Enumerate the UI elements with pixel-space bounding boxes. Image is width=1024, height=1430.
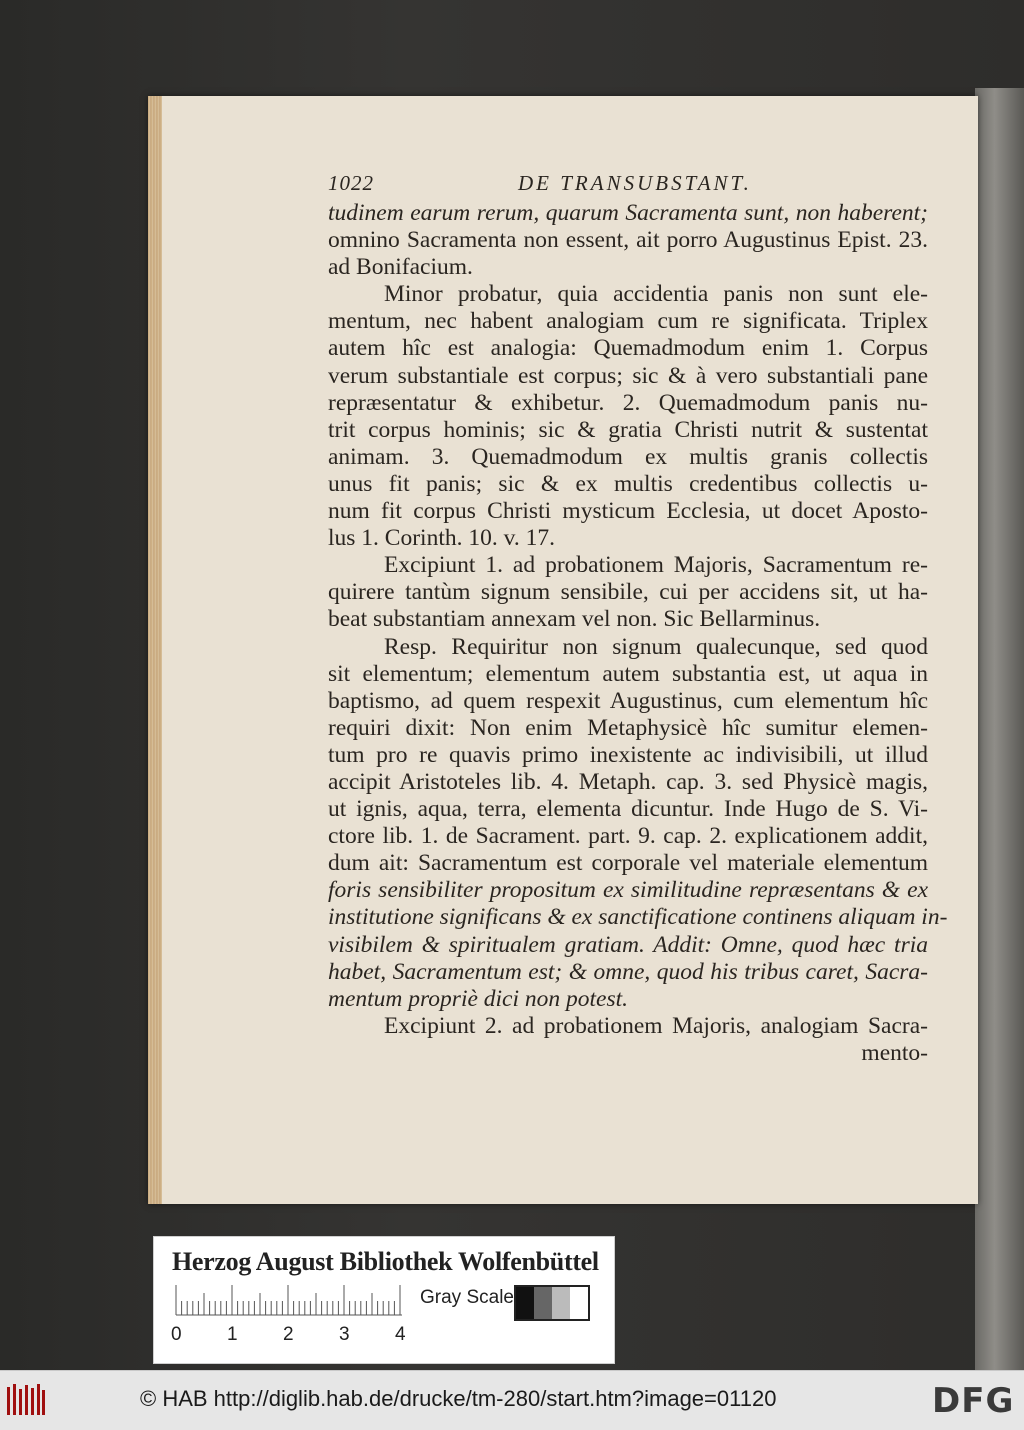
text-line: tum pro re quavis primo inexistente ac indivisibili, ut illud	[328, 741, 928, 768]
text-line: ctore lib. 1. de Sacrament. part. 9. cap. 2. explicationem addit,	[328, 823, 928, 850]
ruler-label: 3	[339, 1324, 350, 1345]
text-line: unus fit panis; sic & ex multis credentibus collectis u-	[328, 470, 928, 497]
text-line: dum ait: Sacramentum est corporale vel materiale elementum	[328, 850, 928, 877]
running-head	[328, 170, 928, 200]
gray-scale-strip	[514, 1285, 590, 1321]
text-line: ad Bonifacium.	[328, 254, 473, 281]
text-line: mento-	[861, 1039, 928, 1066]
book-binding-edge	[975, 88, 1024, 1370]
text-line: requiri dixit: Non enim Metaphysicè hîc sumitur elemen-	[328, 714, 928, 741]
dfg-logo: DFG	[932, 1381, 1015, 1421]
text-line: num fit corpus Christi mysticum Ecclesia, ut docet Aposto-	[328, 498, 928, 525]
text-line: habet, Sacramentum est; & omne, quod his tribus caret, Sacra-	[328, 958, 928, 985]
text-line: quirere tantùm signum sensibile, cui per accidens sit, ut ha-	[328, 579, 928, 606]
measurement-ruler	[171, 1285, 414, 1345]
text-line: institutione significans & ex sanctificatione continens aliquam in-	[328, 904, 948, 931]
gray-scale-label: Gray Scale	[420, 1287, 514, 1308]
text-line: verum substantiale est corpus; sic & à vero substantiali pane	[328, 362, 928, 389]
text-line: mentum propriè dici non potest.	[328, 985, 629, 1012]
running-title: DE TRANSUBSTANT.	[518, 171, 752, 195]
library-title: Herzog August Bibliothek Wolfenbüttel	[172, 1247, 599, 1276]
text-line: ut ignis, aqua, terra, elementa dicuntur. Inde Hugo de S. Vi-	[328, 796, 928, 823]
text-line: omnino Sacramenta non essent, ait porro Augustinus Epist. 23.	[328, 227, 928, 254]
hab-logo-icon	[6, 1383, 46, 1417]
footer-url[interactable]: © HAB http://diglib.hab.de/drucke/tm-280/start.htm?image=01120	[140, 1386, 777, 1411]
text-line: lus 1. Corinth. 10. v. 17.	[328, 525, 555, 552]
text-line: Minor probatur, quia accidentia panis non sunt ele-	[384, 281, 928, 308]
text-line: autem hîc est analogia: Quemadmodum enim 1. Corpus	[328, 335, 928, 362]
page-number: 1022	[328, 171, 374, 195]
text-line: mentum, nec habent analogiam cum re significata. Triplex	[328, 308, 928, 335]
ruler-label: 1	[227, 1324, 238, 1345]
text-line: trit corpus hominis; sic & gratia Christi nutrit & sustentat	[328, 416, 928, 443]
ruler-label: 0	[171, 1324, 182, 1345]
text-line: foris sensibiliter propositum ex similitudine repræsentans & ex	[328, 877, 928, 904]
text-lines	[328, 200, 948, 1067]
gray-step	[516, 1287, 534, 1319]
text-line: Excipiunt 1. ad probationem Majoris, Sacramentum re-	[384, 552, 928, 579]
reference-card	[153, 1236, 615, 1364]
gray-step	[534, 1287, 552, 1319]
gray-step	[552, 1287, 570, 1319]
text-line: repræsentatur & exhibetur. 2. Quemadmodum panis nu-	[328, 389, 928, 416]
text-line: accipit Aristoteles lib. 4. Metaph. cap. 3. sed Physicè magis,	[328, 768, 928, 795]
viewer-footer	[0, 1370, 1024, 1430]
page-text-block	[328, 170, 948, 1067]
text-line: sit elementum; elementum autem substantia est, ut aqua in	[328, 660, 928, 687]
text-line: tudinem earum rerum, quarum Sacramenta sunt, non haberent;	[328, 200, 928, 226]
text-line: Excipiunt 2. ad probationem Majoris, analogiam Sacra-	[384, 1012, 928, 1039]
text-line: Resp. Requiritur non signum qualecunque, sed quod	[384, 633, 928, 660]
text-line: baptismo, ad quem respexit Augustinus, cum elementum hîc	[328, 687, 928, 714]
text-line: animam. 3. Quemadmodum ex multis granis collectis	[328, 443, 928, 470]
text-line: visibilem & spiritualem gratiam. Addit: Omne, quod hæc tria	[328, 931, 928, 958]
ruler-label: 4	[395, 1324, 406, 1345]
text-line: beat substantiam annexam vel non. Sic Bellarminus.	[328, 606, 821, 633]
page-stack-edge	[148, 96, 162, 1204]
ruler-label: 2	[283, 1324, 294, 1345]
gray-step	[570, 1287, 588, 1319]
